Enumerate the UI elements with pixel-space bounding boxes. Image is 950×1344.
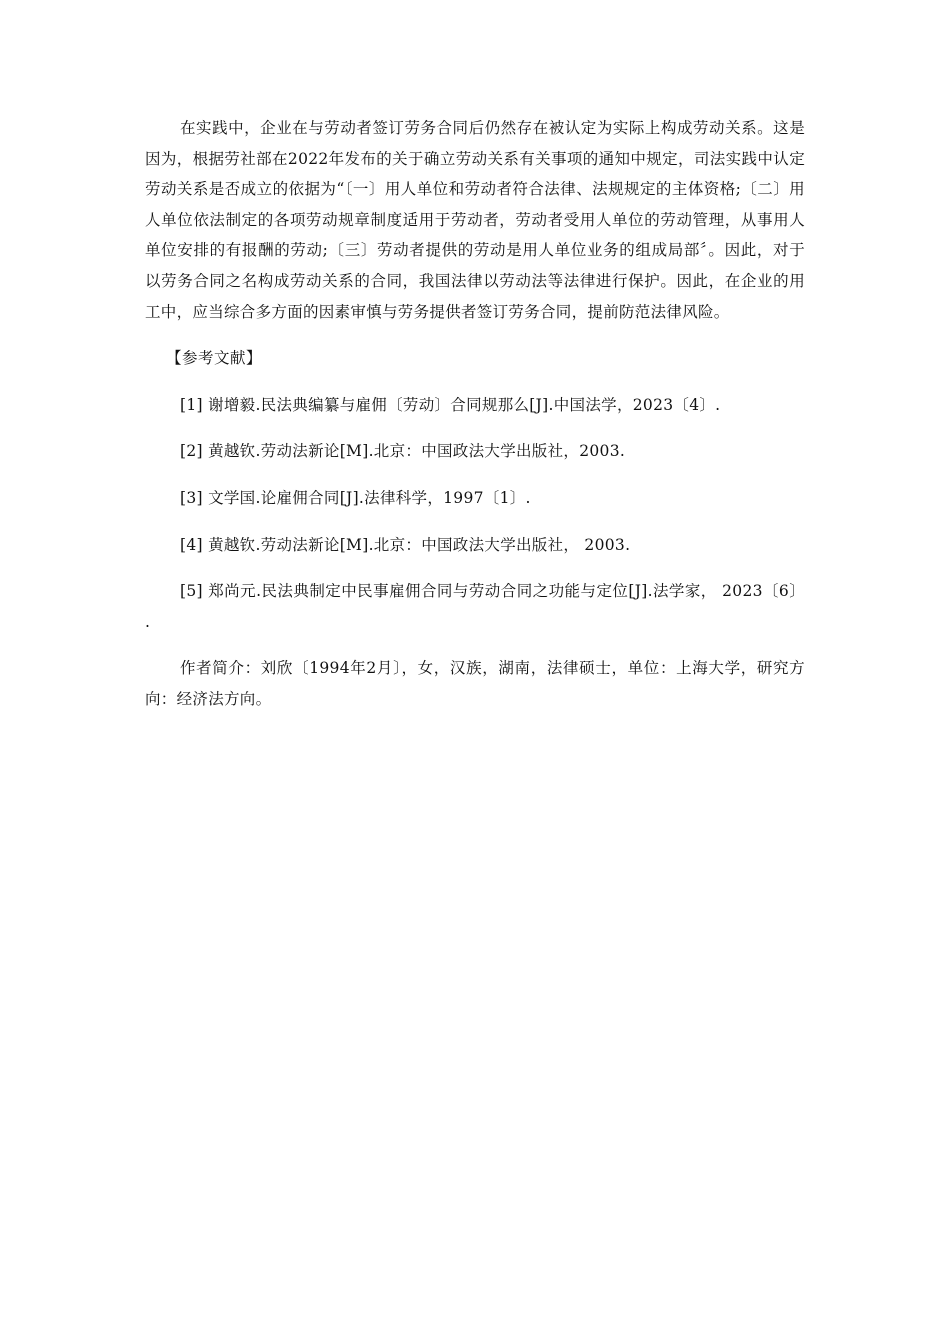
- references-heading: 【参考文献】: [166, 349, 263, 368]
- reference-item: [1] 谢增毅.民法典编纂与雇佣〔劳动〕合同规那么[J].中国法学，2023〔4〕.: [180, 395, 721, 414]
- reference-item: [3] 文学国.论雇佣合同[J].法律科学，1997〔1〕.: [180, 488, 531, 507]
- reference-item: [4] 黄越钦.劳动法新论[M].北京：中国政法大学出版社， 2003.: [180, 535, 631, 554]
- author-bio: 作者简介：刘欣〔1994年2月〕，女，汉族，湖南，法律硕士，单位：上海大学，研究方向：经济法方向。: [145, 659, 805, 708]
- document-content: [145, 113, 805, 715]
- reference-item: [2] 黄越钦.劳动法新论[M].北京：中国政法大学出版社，2003.: [180, 442, 626, 461]
- body-paragraph: 在实践中，企业在与劳动者签订劳务合同后仍然存在被认定为实际上构成劳动关系。这是因为，根据劳社部在2022年发布的关于确立劳动关系有关事项的通知中规定，司法实践中认定劳动关系是否成立的依据为“〔一〕用人单位和劳动者符合法律、法规规定的主体资格;〔二〕用人单位依法制定的各项劳动规章制度适用于劳动者，劳动者受用人单位的劳动管理，从事用人单位安排的有报酬的劳动;〔三〕劳动者提供的劳动是用人单位业务的组成局部〞。因此，对于以劳务合同之名构成劳动关系的合同，我国法律以劳动法等法律进行保护。因此，在企业的用工中，应当综合多方面的因素审慎与劳务提供者签订劳务合同，提前防范法律风险。: [145, 119, 805, 321]
- reference-item: [5] 郑尚元.民法典制定中民事雇佣合同与劳动合同之功能与定位[J].法学家， 2023〔6〕 .: [145, 582, 805, 631]
